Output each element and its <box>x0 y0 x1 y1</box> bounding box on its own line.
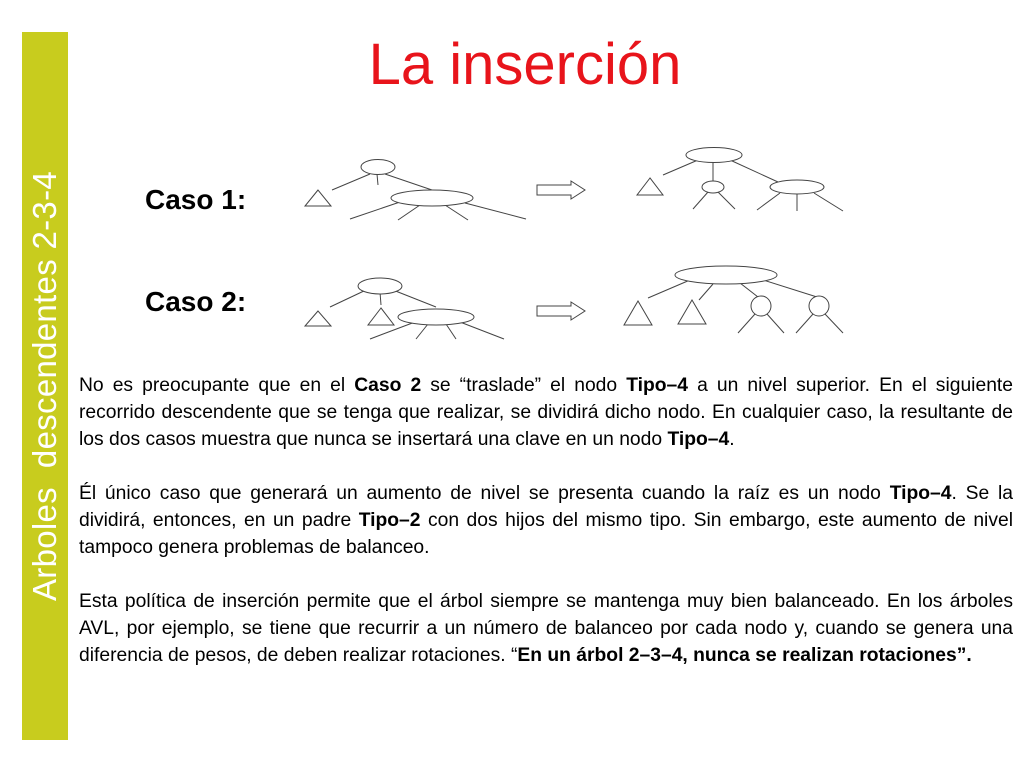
tree-node <box>809 296 829 316</box>
tree-node <box>391 190 473 206</box>
tree-edge <box>446 324 456 339</box>
tree-edge <box>416 324 428 339</box>
case-1-label: Caso 1: <box>145 184 247 215</box>
bold-term: En un árbol 2–3–4, nunca se realizan rotaciones”. <box>517 645 972 666</box>
transform-arrow <box>537 181 585 199</box>
text-run: se “traslade” el nodo <box>421 375 627 396</box>
case-1-after-tree <box>637 148 843 212</box>
tree-edge <box>760 279 817 297</box>
text-run: Él único caso que generará un aumento de nivel se presenta cuando la raíz es un nodo <box>79 483 890 504</box>
tree-edge <box>385 174 432 190</box>
text-run: No es preocupante que en el <box>79 375 355 396</box>
tree-edge <box>398 205 420 220</box>
tree-edge <box>370 322 415 339</box>
case-1-before-tree <box>305 160 526 221</box>
tree-edge <box>718 192 735 209</box>
tree-edge <box>693 192 708 209</box>
tree-edge <box>377 174 378 185</box>
paragraph-3 <box>79 588 1013 669</box>
tree-edge <box>465 203 526 219</box>
text-run: . Se la dividirá, entonces, en un padre <box>79 483 1013 531</box>
paragraph-1 <box>79 372 1013 453</box>
tree-edge <box>757 193 780 210</box>
tree-edge <box>814 193 843 211</box>
tree-edge <box>648 280 690 298</box>
body-text <box>79 372 1013 669</box>
subtree-triangle <box>637 178 663 195</box>
tree-edge <box>699 284 713 300</box>
tree-node <box>770 180 824 194</box>
slide-title: La inserción <box>368 32 682 97</box>
tree-edge <box>460 322 504 339</box>
text-run: Esta política de inserción permite que el árbol siempre se mantenga muy bien balanceado. En los árboles AVL, por ejemplo, se tiene que recurrir a un número de balanceo por cada nodo y, cuando se genera una diferencia de pesos, de deben realizar rotaciones. “ <box>79 591 1013 666</box>
tree-node <box>702 181 724 193</box>
tree-edge <box>663 160 698 175</box>
case-2-label: Caso 2: <box>145 286 247 317</box>
bold-term: Tipo–4 <box>626 375 688 396</box>
subtree-triangle <box>624 301 652 325</box>
side-banner <box>22 32 68 740</box>
tree-edge <box>350 202 400 219</box>
tree-edge <box>332 174 370 190</box>
subtree-triangle <box>678 300 706 324</box>
tree-node <box>751 296 771 316</box>
bold-term: Tipo–4 <box>889 483 952 504</box>
tree-node <box>358 278 402 294</box>
tree-edge <box>825 314 843 333</box>
tree-node <box>686 148 742 163</box>
side-banner-text: Arboles descendentes 2-3-4 <box>26 170 63 602</box>
subtree-triangle <box>305 311 331 326</box>
text-run: a un nivel superior. En el siguiente recorrido descendente que se tenga que realizar, se dividirá dicho nodo. En cualquier caso, la resultante de los dos casos muestra que nunca se insertará una clave en un nodo <box>79 375 1013 450</box>
bold-term: Tipo–4 <box>667 429 730 450</box>
bold-term: Tipo–2 <box>358 510 421 531</box>
tree-edge <box>796 314 813 333</box>
tree-edge <box>767 314 784 333</box>
subtree-triangle <box>368 308 394 325</box>
tree-edge <box>330 290 366 307</box>
bold-term: Caso 2 <box>354 375 422 396</box>
text-run: con dos hijos del mismo tipo. Sin embargo, este aumento de nivel tampoco genera problemas de balanceo. <box>79 510 1013 558</box>
tree-node <box>398 309 474 325</box>
tree-edge <box>740 283 758 297</box>
case-2-before-tree <box>305 278 504 339</box>
case-2-after-tree <box>624 266 843 333</box>
tree-edge <box>730 160 778 182</box>
subtree-triangle <box>305 190 331 206</box>
tree-edge <box>393 290 436 307</box>
tree-node <box>675 266 777 284</box>
tree-edge <box>380 292 381 305</box>
tree-edge <box>445 205 468 220</box>
transform-arrow <box>537 302 585 320</box>
tree-edge <box>738 314 755 333</box>
paragraph-2 <box>79 480 1013 561</box>
tree-node <box>361 160 395 175</box>
text-run: . <box>729 429 735 450</box>
